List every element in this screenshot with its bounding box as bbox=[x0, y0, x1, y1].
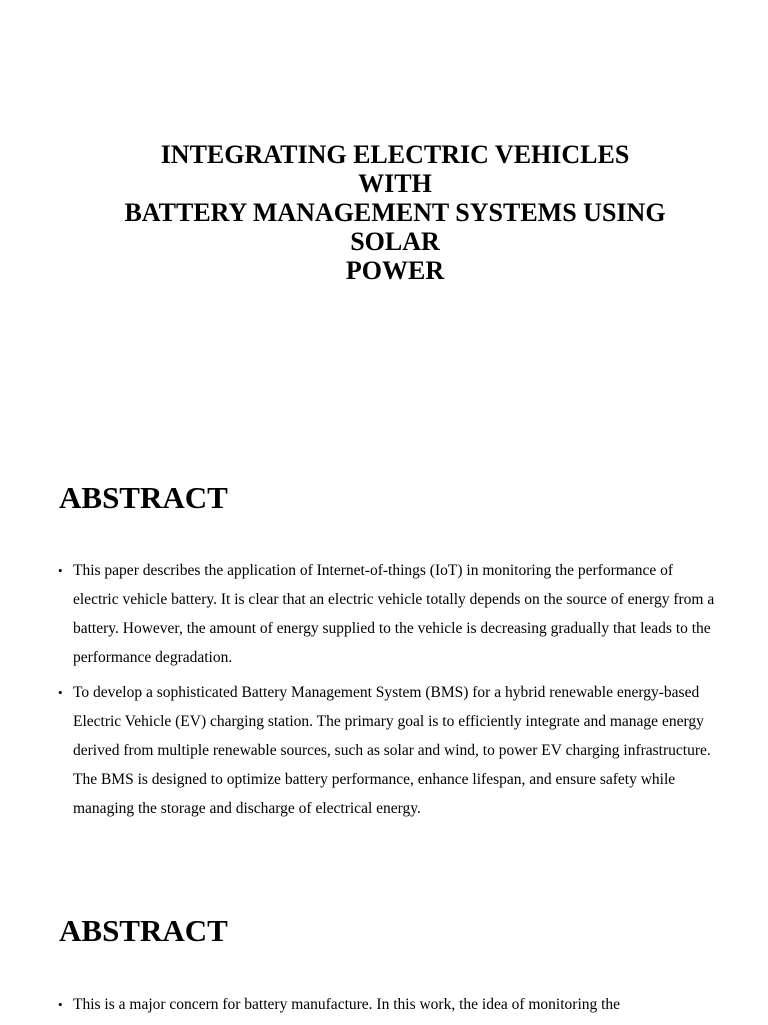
document-title bbox=[0, 140, 768, 285]
abstract-heading: ABSTRACT bbox=[59, 913, 228, 948]
abstract-bullet-list bbox=[58, 556, 718, 829]
title-line: SOLAR bbox=[350, 227, 440, 256]
bullet-icon: • bbox=[58, 685, 63, 700]
bullet-item bbox=[58, 990, 718, 1019]
abstract-heading: ABSTRACT bbox=[59, 480, 228, 515]
bullet-text: To develop a sophisticated Battery Management System (BMS) for a hybrid renewable energy-based Electric Vehicle (EV) charging station. The primary goal is to efficiently integrate and manage energy derived from multiple renewable sources, such as solar and wind, to power EV charging infrastructure. The BMS is designed to optimize battery performance, enhance lifespan, and ensure safety while managing the storage and discharge of electrical energy. bbox=[73, 684, 711, 817]
bullet-icon: • bbox=[58, 563, 63, 578]
bullet-text: This is a major concern for battery manufacture. In this work, the idea of monitoring the bbox=[73, 996, 621, 1013]
title-line: WITH bbox=[358, 169, 432, 198]
bullet-text: This paper describes the application of Internet-of-things (IoT) in monitoring the performance of electric vehicle battery. It is clear that an electric vehicle totally depends on the source of energy from a battery. However, the amount of energy supplied to the vehicle is decreasing gradually that leads to the performance degradation. bbox=[73, 562, 715, 666]
bullet-item bbox=[58, 678, 718, 823]
bullet-item bbox=[58, 556, 718, 672]
title-line: BATTERY MANAGEMENT SYSTEMS USING bbox=[124, 198, 666, 227]
abstract-bullet-list bbox=[58, 990, 718, 1025]
bullet-icon: • bbox=[58, 997, 63, 1012]
title-line: INTEGRATING ELECTRIC VEHICLES bbox=[160, 140, 630, 169]
title-line: POWER bbox=[345, 256, 445, 285]
